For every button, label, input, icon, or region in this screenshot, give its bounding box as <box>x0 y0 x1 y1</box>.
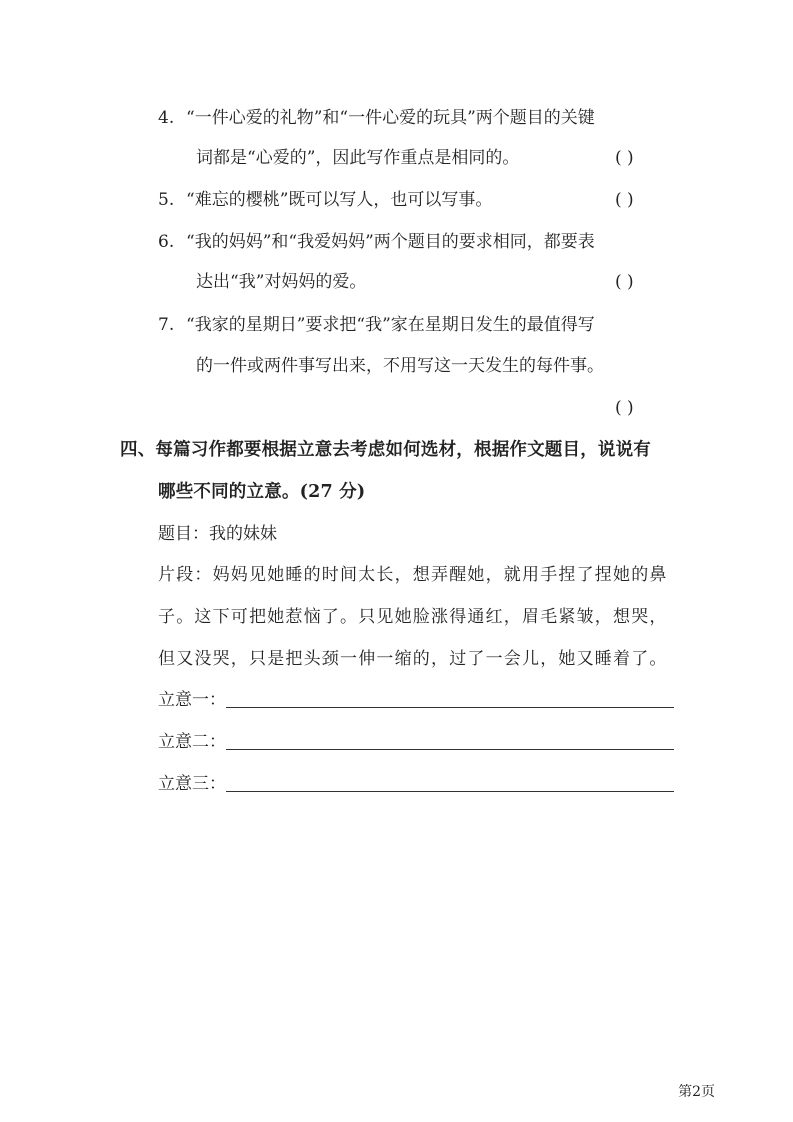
question-7-number: 7. <box>158 315 175 335</box>
essay-topic: 题目：我的妹妹 <box>158 524 277 544</box>
answer-label-3: 立意三： <box>158 774 226 794</box>
question-4-answer-parens[interactable]: ( ) <box>615 148 634 168</box>
question-5-answer-parens[interactable]: ( ) <box>615 190 634 210</box>
answer-label-2: 立意二： <box>158 732 226 752</box>
question-4-number: 4. <box>158 108 175 128</box>
question-6-text-1: “我的妈妈”和“我爱妈妈”两个题目的要求相同，都要表 <box>186 232 595 252</box>
question-5-line-1 <box>158 188 492 212</box>
excerpt-line-3: 但又没哭，只是把头颈一伸一缩的，过了一会儿，她又睡着了。 <box>158 649 668 669</box>
excerpt-line-1: 片段：妈妈见她睡的时间太长，想弄醒她，就用手捏了捏她的鼻 <box>158 565 668 585</box>
question-6-number: 6. <box>158 232 175 252</box>
question-6-answer-parens[interactable]: ( ) <box>615 272 634 292</box>
question-7-answer-parens[interactable]: ( ) <box>615 398 634 418</box>
question-6-line-2: 达出“我”对妈妈的爱。 <box>196 272 367 292</box>
question-4-line-1 <box>158 106 595 130</box>
answer-row-1 <box>158 688 674 712</box>
question-7-line-2: 的一件或两件事写出来，不用写这一天发生的每件事。 <box>196 356 604 376</box>
question-4-text-1: “一件心爱的礼物”和“一件心爱的玩具”两个题目的关键 <box>186 108 595 128</box>
section-4-title-line-1: 四、每篇习作都要根据立意去考虑如何选材，根据作文题目，说说有 <box>120 440 651 460</box>
answer-row-3 <box>158 772 674 796</box>
question-7-line-1 <box>158 313 595 337</box>
answer-blank-1[interactable] <box>226 707 674 708</box>
question-5-text-1: “难忘的樱桃”既可以写人，也可以写事。 <box>186 190 493 210</box>
answer-row-2 <box>158 730 674 754</box>
answer-blank-2[interactable] <box>226 749 674 750</box>
question-5-number: 5. <box>158 190 175 210</box>
answer-label-1: 立意一： <box>158 690 226 710</box>
answer-blank-3[interactable] <box>226 791 674 792</box>
question-7-text-1: “我家的星期日”要求把“我”家在星期日发生的最值得写 <box>186 315 595 335</box>
question-4-line-2: 词都是“心爱的”，因此写作重点是相同的。 <box>196 148 520 168</box>
excerpt-line-2: 子。这下可把她惹恼了。只见她脸涨得通红，眉毛紧皱，想哭， <box>158 607 668 627</box>
section-4-title-line-2: 哪些不同的立意。(27 分) <box>158 482 366 502</box>
page-number: 第2页 <box>678 1084 715 1100</box>
question-6-line-1 <box>158 230 595 254</box>
